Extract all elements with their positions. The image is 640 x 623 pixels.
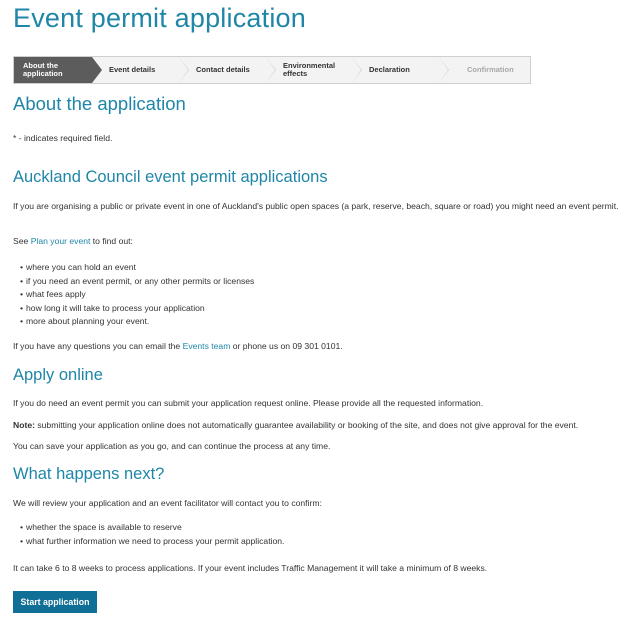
note-text: submitting your application online does not automatically guarantee availability or booking of the site, and does not give approval for the event. <box>34 420 579 430</box>
step-environmental-effects[interactable] <box>266 57 352 83</box>
start-application-button[interactable]: Start application <box>13 591 97 613</box>
list-item: • how long it will take to process your application <box>13 302 254 316</box>
see-plan-text <box>13 236 133 247</box>
list-item: • more about planning your event. <box>13 315 254 329</box>
list-item: • where you can hold an event <box>13 261 254 275</box>
questions-prefix: If you have any questions you can email the <box>13 341 183 351</box>
confirm-bullet-list <box>13 521 284 548</box>
apply-online-heading: Apply online <box>13 366 103 384</box>
step-label: Declaration <box>369 65 410 74</box>
step-confirmation <box>439 57 530 83</box>
step-label: Confirmation <box>467 65 514 74</box>
see-suffix: to find out: <box>90 236 133 246</box>
list-item: • what fees apply <box>13 288 254 302</box>
required-field-note: * - indicates required field. <box>13 133 113 143</box>
apply-note <box>13 420 628 431</box>
step-arrow-inner <box>352 57 361 83</box>
apply-online-text: If you do need an event permit you can submit your application request online. Please provide all the requested information. <box>13 398 484 408</box>
step-event-details[interactable] <box>92 57 179 83</box>
questions-suffix: or phone us on 09 301 0101. <box>230 341 343 351</box>
questions-text <box>13 341 343 352</box>
about-heading: About the application <box>13 93 186 114</box>
list-item: • if you need an event permit, or any other permits or licenses <box>13 275 254 289</box>
processing-time-text: It can take 6 to 8 weeks to process applications. If your event includes Traffic Management it will take a minimum of 8 weeks. <box>13 563 488 573</box>
what-happens-next-heading: What happens next? <box>13 465 165 483</box>
list-item: • whether the space is available to reserve <box>13 521 284 535</box>
save-application-text: You can save your application as you go, and can continue the process at any time. <box>13 441 331 451</box>
step-arrow-inner <box>439 57 448 83</box>
step-label: About the application <box>23 61 63 78</box>
plan-your-event-link[interactable]: Plan your event <box>30 236 91 246</box>
step-declaration[interactable] <box>352 57 439 83</box>
step-label: Event details <box>109 65 156 74</box>
progress-steps <box>13 56 531 84</box>
step-about-the-application[interactable] <box>14 57 92 83</box>
auckland-intro: If you are organising a public or private event in one of Auckland's public open spaces (a park, reserve, beach, square or road) you might need an event permit. <box>13 201 619 211</box>
see-prefix: See <box>13 236 31 246</box>
step-arrow-icon <box>92 57 102 83</box>
step-label: Environmental effects <box>283 61 336 78</box>
list-item: • what further information we need to process your permit application. <box>13 535 284 549</box>
step-arrow-inner <box>266 57 275 83</box>
what-happens-intro: We will review your application and an event facilitator will contact you to confirm: <box>13 498 322 508</box>
note-label: Note: <box>13 420 35 430</box>
step-label: Contact details <box>196 65 250 74</box>
events-team-link[interactable]: Events team <box>182 341 231 351</box>
auckland-bullet-list <box>13 261 254 329</box>
page-title: Event permit application <box>13 3 306 33</box>
step-arrow-inner <box>179 57 188 83</box>
step-contact-details[interactable] <box>179 57 266 83</box>
auckland-heading: Auckland Council event permit applications <box>13 168 328 186</box>
